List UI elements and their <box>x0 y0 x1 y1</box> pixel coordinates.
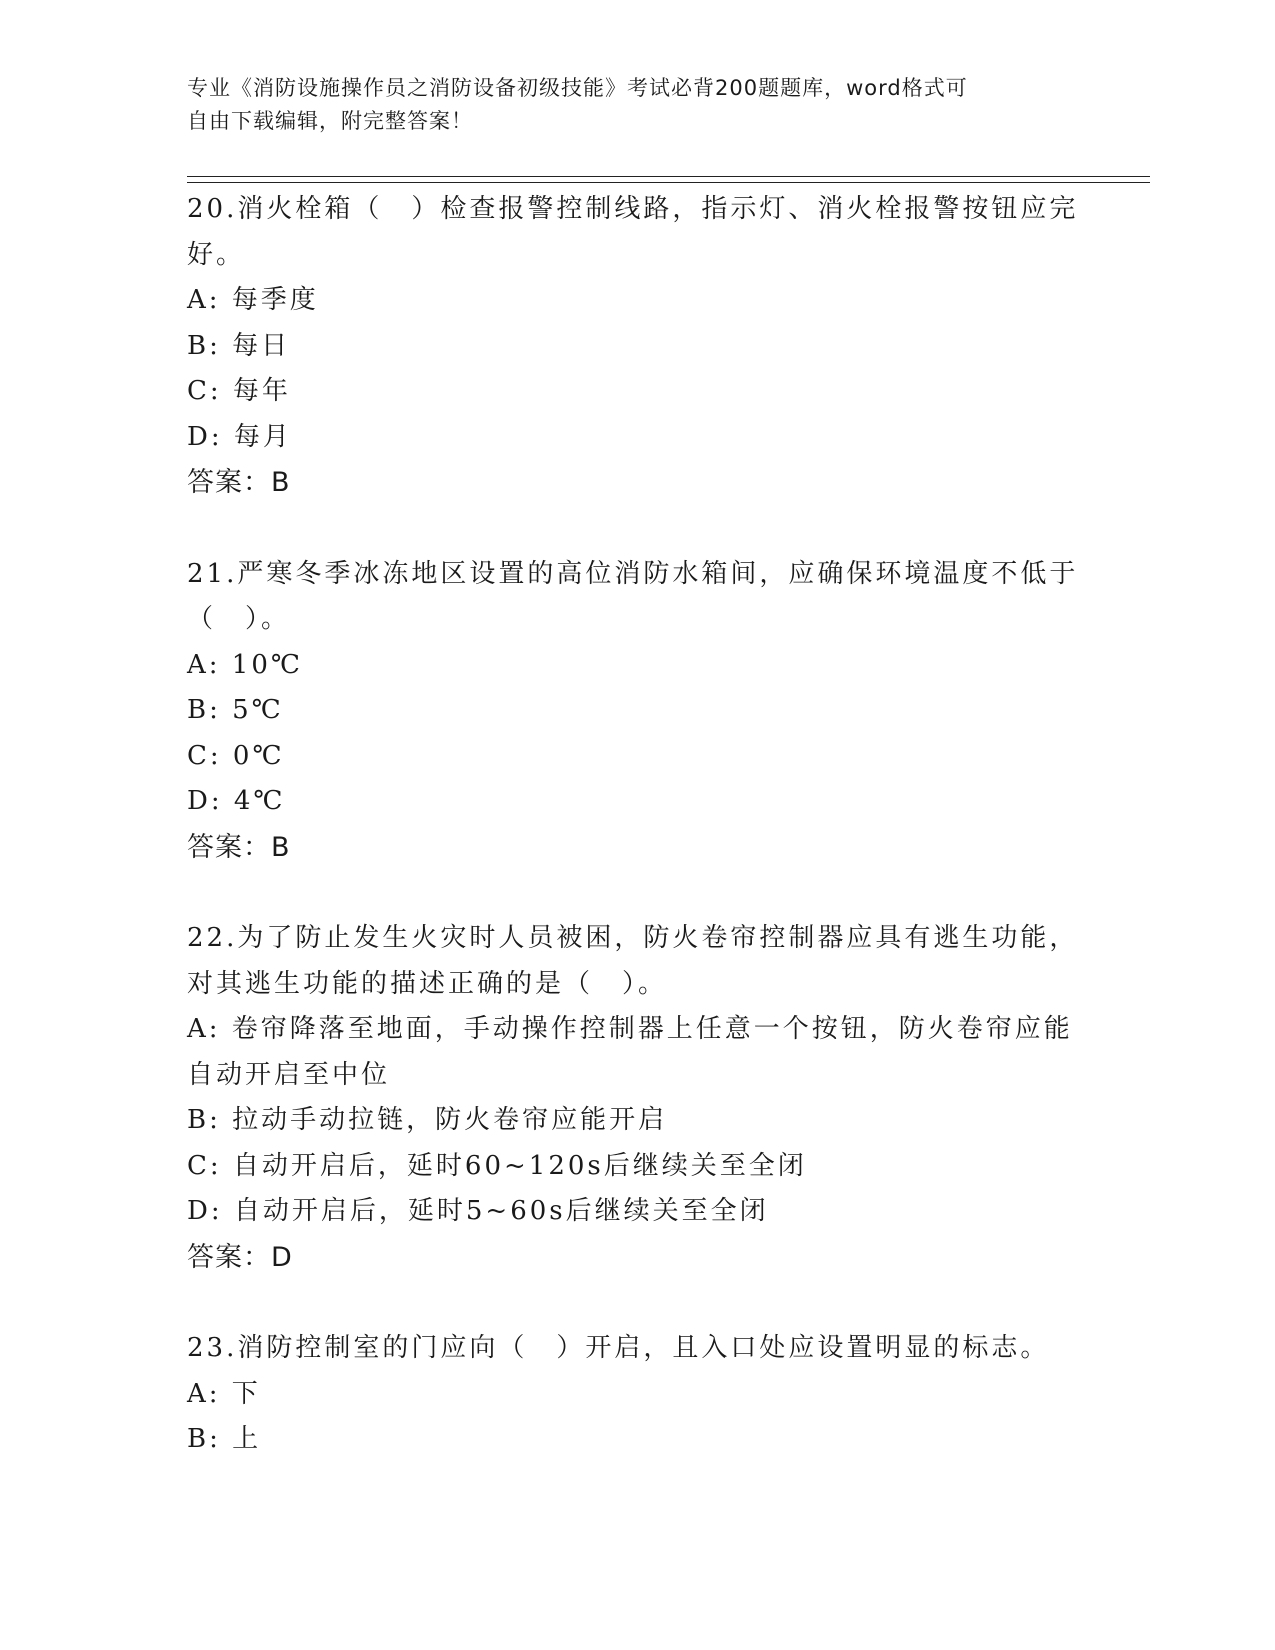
option-b: B: 上 <box>187 1424 262 1454</box>
option-c: C: 每年 <box>187 376 291 406</box>
option-d: D: 4℃ <box>187 786 286 816</box>
question-text: 好。 <box>187 239 246 270</box>
document-header <box>187 72 1087 138</box>
question-text: 对其逃生功能的描述正确的是（ ）。 <box>187 968 668 999</box>
question-text: 20.消火栓箱（ ）检查报警控制线路，指示灯、消火栓报警按钮应完 <box>187 194 1079 224</box>
question-text: 22.为了防止发生火灾时人员被困，防火卷帘控制器应具有逃生功能， <box>187 923 1079 953</box>
option-c: C: 自动开启后，延时60~120s后继续关至全闭 <box>187 1150 807 1181</box>
option-b: B: 5℃ <box>187 695 284 725</box>
option-b: B: 拉动手动拉链，防火卷帘应能开启 <box>187 1105 668 1135</box>
question-text: 23.消防控制室的门应向（ ）开启，且入口处应设置明显的标志。 <box>187 1333 1050 1363</box>
header-line-1: 专业《消防设施操作员之消防设备初级技能》考试必背200题题库，word格式可 <box>187 76 968 100</box>
question-23 <box>187 1326 1087 1463</box>
option-a: A: 下 <box>187 1378 261 1409</box>
answer-line: 答案：B <box>187 831 291 863</box>
option-d: D: 每月 <box>187 421 292 452</box>
header-line-2: 自由下载编辑，附完整答案！ <box>187 109 473 133</box>
option-a-continued: 自动开启至中位 <box>187 1059 391 1090</box>
option-c: C: 0℃ <box>187 740 285 771</box>
question-text: 21.严寒冬季冰冻地区设置的高位消防水箱间，应确保环境温度不低于 <box>187 558 1079 589</box>
option-d: D: 自动开启后，延时5~60s后继续关至全闭 <box>187 1196 769 1226</box>
question-20 <box>187 187 1087 506</box>
answer-line: 答案：D <box>187 1241 293 1273</box>
question-21 <box>187 552 1087 871</box>
answer-line: 答案：B <box>187 467 291 498</box>
option-a: A: 卷帘降落至地面，手动操作控制器上任意一个按钮，防火卷帘应能 <box>187 1014 1073 1044</box>
option-a: A: 10℃ <box>187 649 303 680</box>
option-a: A: 每季度 <box>187 285 319 315</box>
option-b: B: 每日 <box>187 330 291 361</box>
header-divider <box>187 176 1150 183</box>
question-list <box>187 187 1087 1509</box>
question-text: （ ）。 <box>187 604 291 634</box>
question-22 <box>187 916 1087 1280</box>
